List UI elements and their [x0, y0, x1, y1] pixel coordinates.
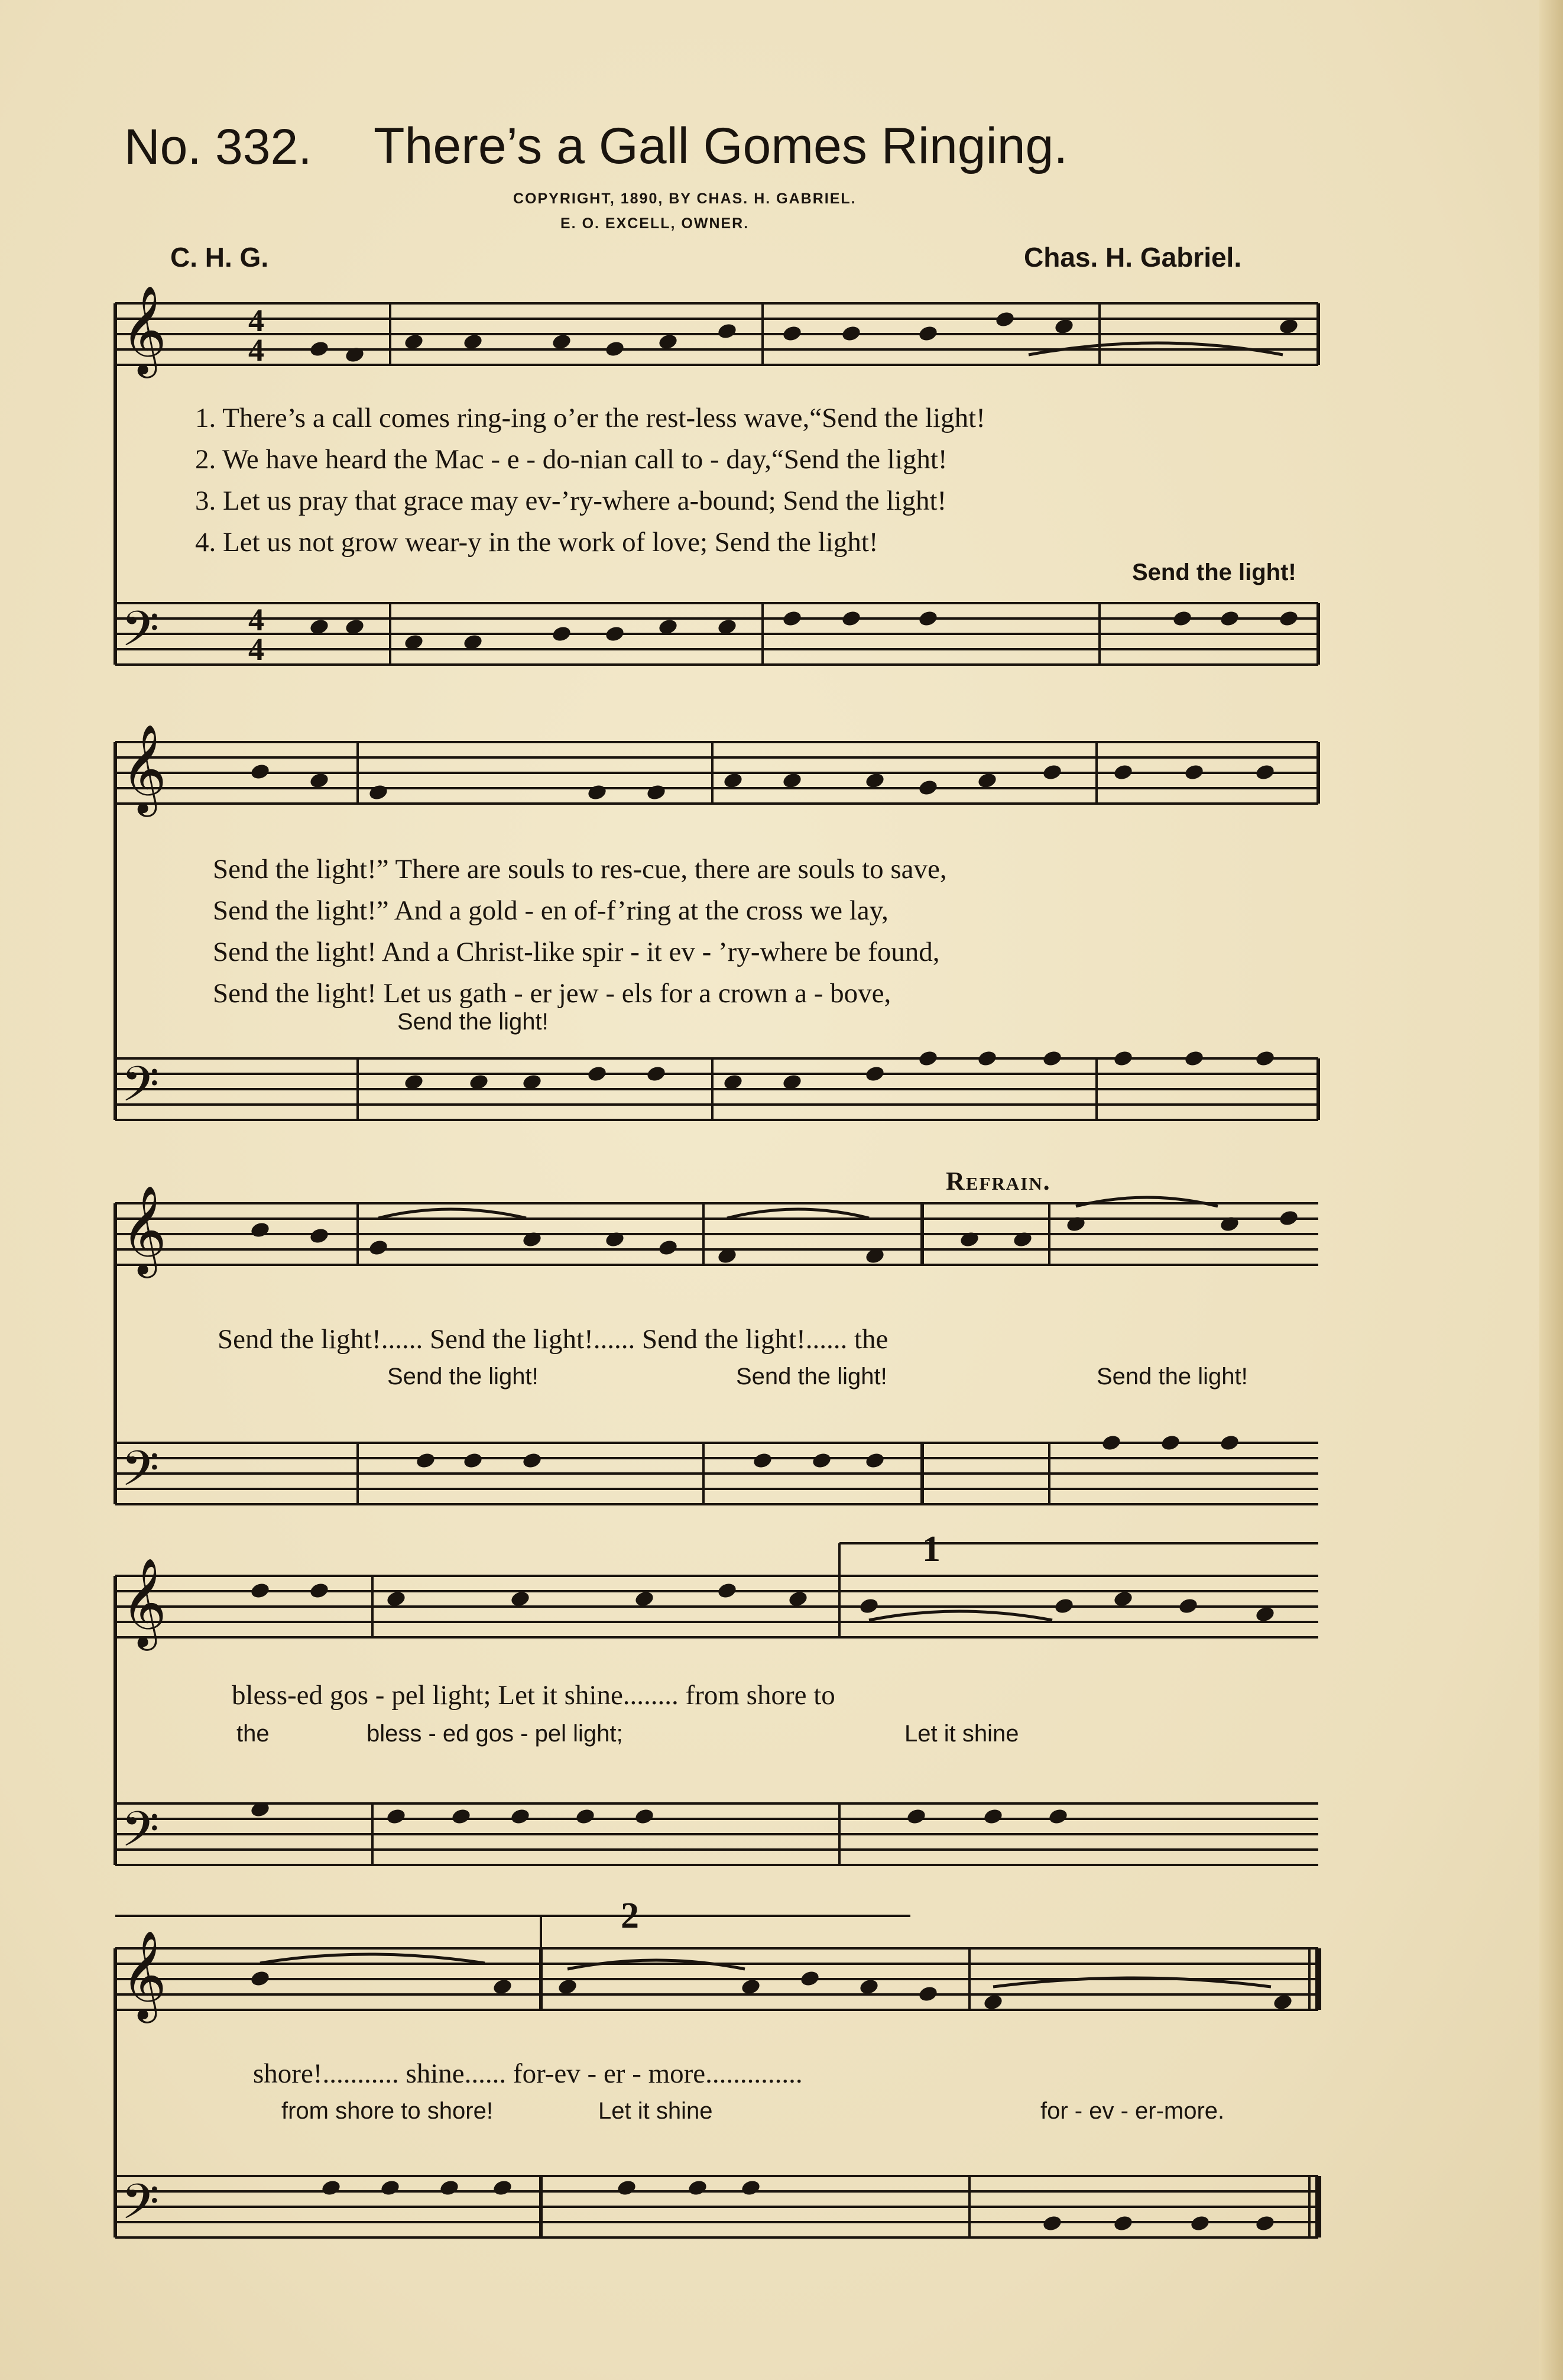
copyright-line-2: E. O. EXCELL, OWNER.	[560, 215, 750, 232]
svg-text:4: 4	[248, 303, 264, 338]
system-2-verse-4: Send the light! Let us gath - er jew - els for a crown a - bove,	[213, 978, 891, 1009]
system-4-bass-cue-2: bless - ed gos - pel light;	[367, 1721, 623, 1747]
system-2-verse-1: Send the light!” There are souls to res-cue, there are souls to save,	[213, 854, 947, 885]
lyricist-credit: C. H. G.	[170, 242, 269, 273]
system-3-bass-cue-3: Send the light!	[1097, 1364, 1248, 1390]
svg-text:𝄞: 𝄞	[121, 1188, 167, 1273]
svg-text:𝄢: 𝄢	[121, 1058, 160, 1123]
svg-text:𝄞: 𝄞	[121, 1560, 167, 1646]
hymn-title: There’s a Gall Gomes Ringing.	[374, 118, 1068, 174]
system-2-verse-3: Send the light! And a Christ-like spir - it ev - ’ry-where be found,	[213, 937, 940, 967]
system-3-lyric: Send the light!...... Send the light!...... Send the light!...... the	[218, 1324, 888, 1355]
system-4-lyric: bless-ed gos - pel light; Let it shine........ from shore to	[232, 1680, 835, 1711]
svg-text:𝄢: 𝄢	[121, 603, 160, 668]
system-3-bass-cue-2: Send the light!	[736, 1364, 887, 1390]
system-1-verse-1: 1. There’s a call comes ring-ing o’er the rest-less wave,“Send the light!	[195, 403, 985, 433]
system-4-bass-cue-3: Let it shine	[904, 1721, 1019, 1747]
composer-credit: Chas. H. Gabriel.	[1024, 242, 1242, 273]
system-1-staves	[115, 287, 1318, 668]
system-1-verse-4: 4. Let us not grow wear-y in the work of love; Send the light!	[195, 527, 878, 558]
svg-text:4: 4	[248, 332, 264, 368]
system-2-bass-cue: Send the light!	[397, 1009, 549, 1035]
svg-text:𝄢: 𝄢	[121, 1442, 160, 1508]
svg-text:4: 4	[248, 602, 264, 637]
svg-text:4: 4	[248, 632, 264, 667]
system-4-bass-cue-1: the	[236, 1721, 270, 1747]
svg-text:𝄞: 𝄞	[121, 1933, 167, 2018]
copyright-line-1: COPYRIGHT, 1890, BY CHAS. H. GABRIEL.	[513, 190, 857, 207]
system-1-verse-3: 3. Let us pray that grace may ev-’ry-where a-bound; Send the light!	[195, 485, 947, 516]
svg-text:𝄢: 𝄢	[121, 1803, 160, 1869]
hymn-number: No. 332.	[124, 119, 312, 174]
system-3-bass-cue-1: Send the light!	[387, 1364, 539, 1390]
refrain-label: Refrain.	[946, 1167, 1051, 1196]
second-ending-number: 2	[621, 1896, 639, 1936]
system-1-bass-cue: Send the light!	[1132, 559, 1296, 585]
system-5-bass-cue-2: Let it shine	[598, 2098, 713, 2124]
system-2-verse-2: Send the light!” And a gold - en of-f’ring at the cross we lay,	[213, 895, 888, 926]
svg-text:𝄞: 𝄞	[121, 288, 167, 373]
first-ending-number: 1	[922, 1529, 941, 1569]
system-5-bass-cue-1: from shore to shore!	[281, 2098, 493, 2124]
system-5-lyric: shore!........... shine...... for-ev - er - more..............	[253, 2058, 803, 2089]
system-5-bass-cue-3: for - ev - er-more.	[1040, 2098, 1225, 2124]
svg-text:𝄢: 𝄢	[121, 2175, 160, 2241]
system-1-verse-2: 2. We have heard the Mac - e - do-nian call to - day,“Send the light!	[195, 444, 948, 475]
svg-text:𝄞: 𝄞	[121, 727, 167, 812]
